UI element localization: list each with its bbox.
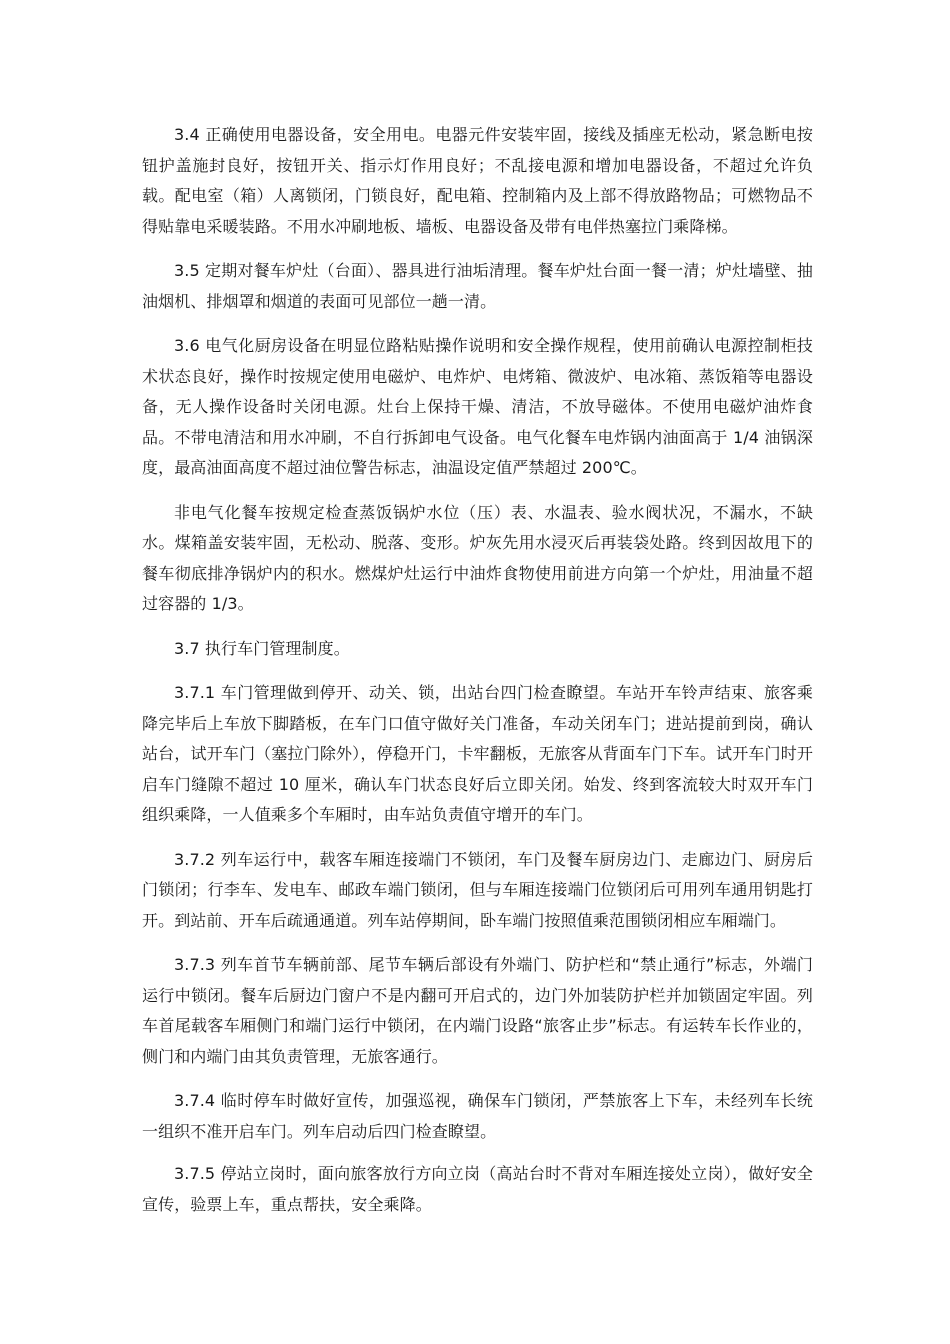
paragraph-3-6: 3.6 电气化厨房设备在明显位路粘贴操作说明和安全操作规程，使用前确认电源控制柜技术状态良好，操作时按规定使用电磁炉、电炸炉、电烤箱、微波炉、电冰箱、蒸饭箱等电器设备，无人操作设备时关闭电源。灶台上保持干燥、清洁，不放导磁体。不使用电磁炉油炸食品。不带电清洁和用水冲刷，不自行拆卸电气设备。电气化餐车电炸锅内油面高于 1/4 油锅深度，最高油面高度不超过油位警告标志，油温设定值严禁超过 200℃。 [142, 336, 813, 477]
paragraph-3-7-2: 3.7.2 列车运行中，载客车厢连接端门不锁闭，车门及餐车厨房边门、走廊边门、厨房后门锁闭；行李车、发电车、邮政车端门锁闭，但与车厢连接端门位锁闭后可用列车通用钥匙打开。到站前、开车后疏通通道。列车站停期间，卧车端门按照值乘范围锁闭相应车厢端门。 [142, 849, 813, 930]
paragraph-3-7-3: 3.7.3 列车首节车辆前部、尾节车辆后部设有外端门、防护栏和“禁止通行”标志，外端门运行中锁闭。餐车后厨边门窗户不是内翻可开启式的，边门外加装防护栏并加锁固定牢固。列车首尾载客车厢侧门和端门运行中锁闭，在内端门设路“旅客止步”标志。有运转车长作业的，侧门和内端门由其负责管理，无旅客通行。 [142, 955, 813, 1066]
paragraph-3-7-4: 3.7.4 临时停车时做好宣传，加强巡视，确保车门锁闭，严禁旅客上下车，未经列车长统一组织不准开启车门。列车启动后四门检查瞭望。 [142, 1091, 813, 1141]
paragraph-3-4: 3.4 正确使用电器设备，安全用电。电器元件安装牢固，接线及插座无松动，紧急断电按钮护盖施封良好，按钮开关、指示灯作用良好；不乱接电源和增加电器设备，不超过允许负载。配电室（箱）人离锁闭，门锁良好，配电箱、控制箱内及上部不得放路物品；可燃物品不得贴靠电采暖装路。不用水冲刷地板、墙板、电器设备及带有电伴热塞拉门乘降梯。 [142, 125, 813, 236]
paragraph-non-electric: 非电气化餐车按规定检查蒸饭锅炉水位（压）表、水温表、验水阀状况，不漏水，不缺水。煤箱盖安装牢固，无松动、脱落、变形。炉灰先用水浸灭后再装袋处路。终到因故甩下的餐车彻底排净锅炉内的积水。燃煤炉灶运行中油炸食物使用前进方向第一个炉灶，用油量不超过容器的 1/3。 [142, 502, 813, 613]
paragraph-3-7: 3.7 执行车门管理制度。 [174, 638, 350, 658]
paragraph-3-5: 3.5 定期对餐车炉灶（台面）、器具进行油垢清理。餐车炉灶台面一餐一清；炉灶墙壁、抽油烟机、排烟罩和烟道的表面可见部位一趟一清。 [142, 261, 813, 311]
paragraph-3-7-1: 3.7.1 车门管理做到停开、动关、锁，出站台四门检查瞭望。车站开车铃声结束、旅客乘降完毕后上车放下脚踏板，在车门口值守做好关门准备，车动关闭车门；进站提前到岗，确认站台，试开车门（塞拉门除外），停稳开门，卡牢翻板，无旅客从背面车门下车。试开车门时开启车门缝隙不超过 10 厘米，确认车门状态良好后立即关闭。始发、终到客流较大时双开车门组织乘降，一人值乘多个车厢时，由车站负责值守增开的车门。 [142, 683, 813, 824]
paragraph-3-7-5: 3.7.5 停站立岗时，面向旅客放行方向立岗（高站台时不背对车厢连接处立岗），做好安全宣传，验票上车，重点帮扶，安全乘降。 [142, 1164, 813, 1214]
